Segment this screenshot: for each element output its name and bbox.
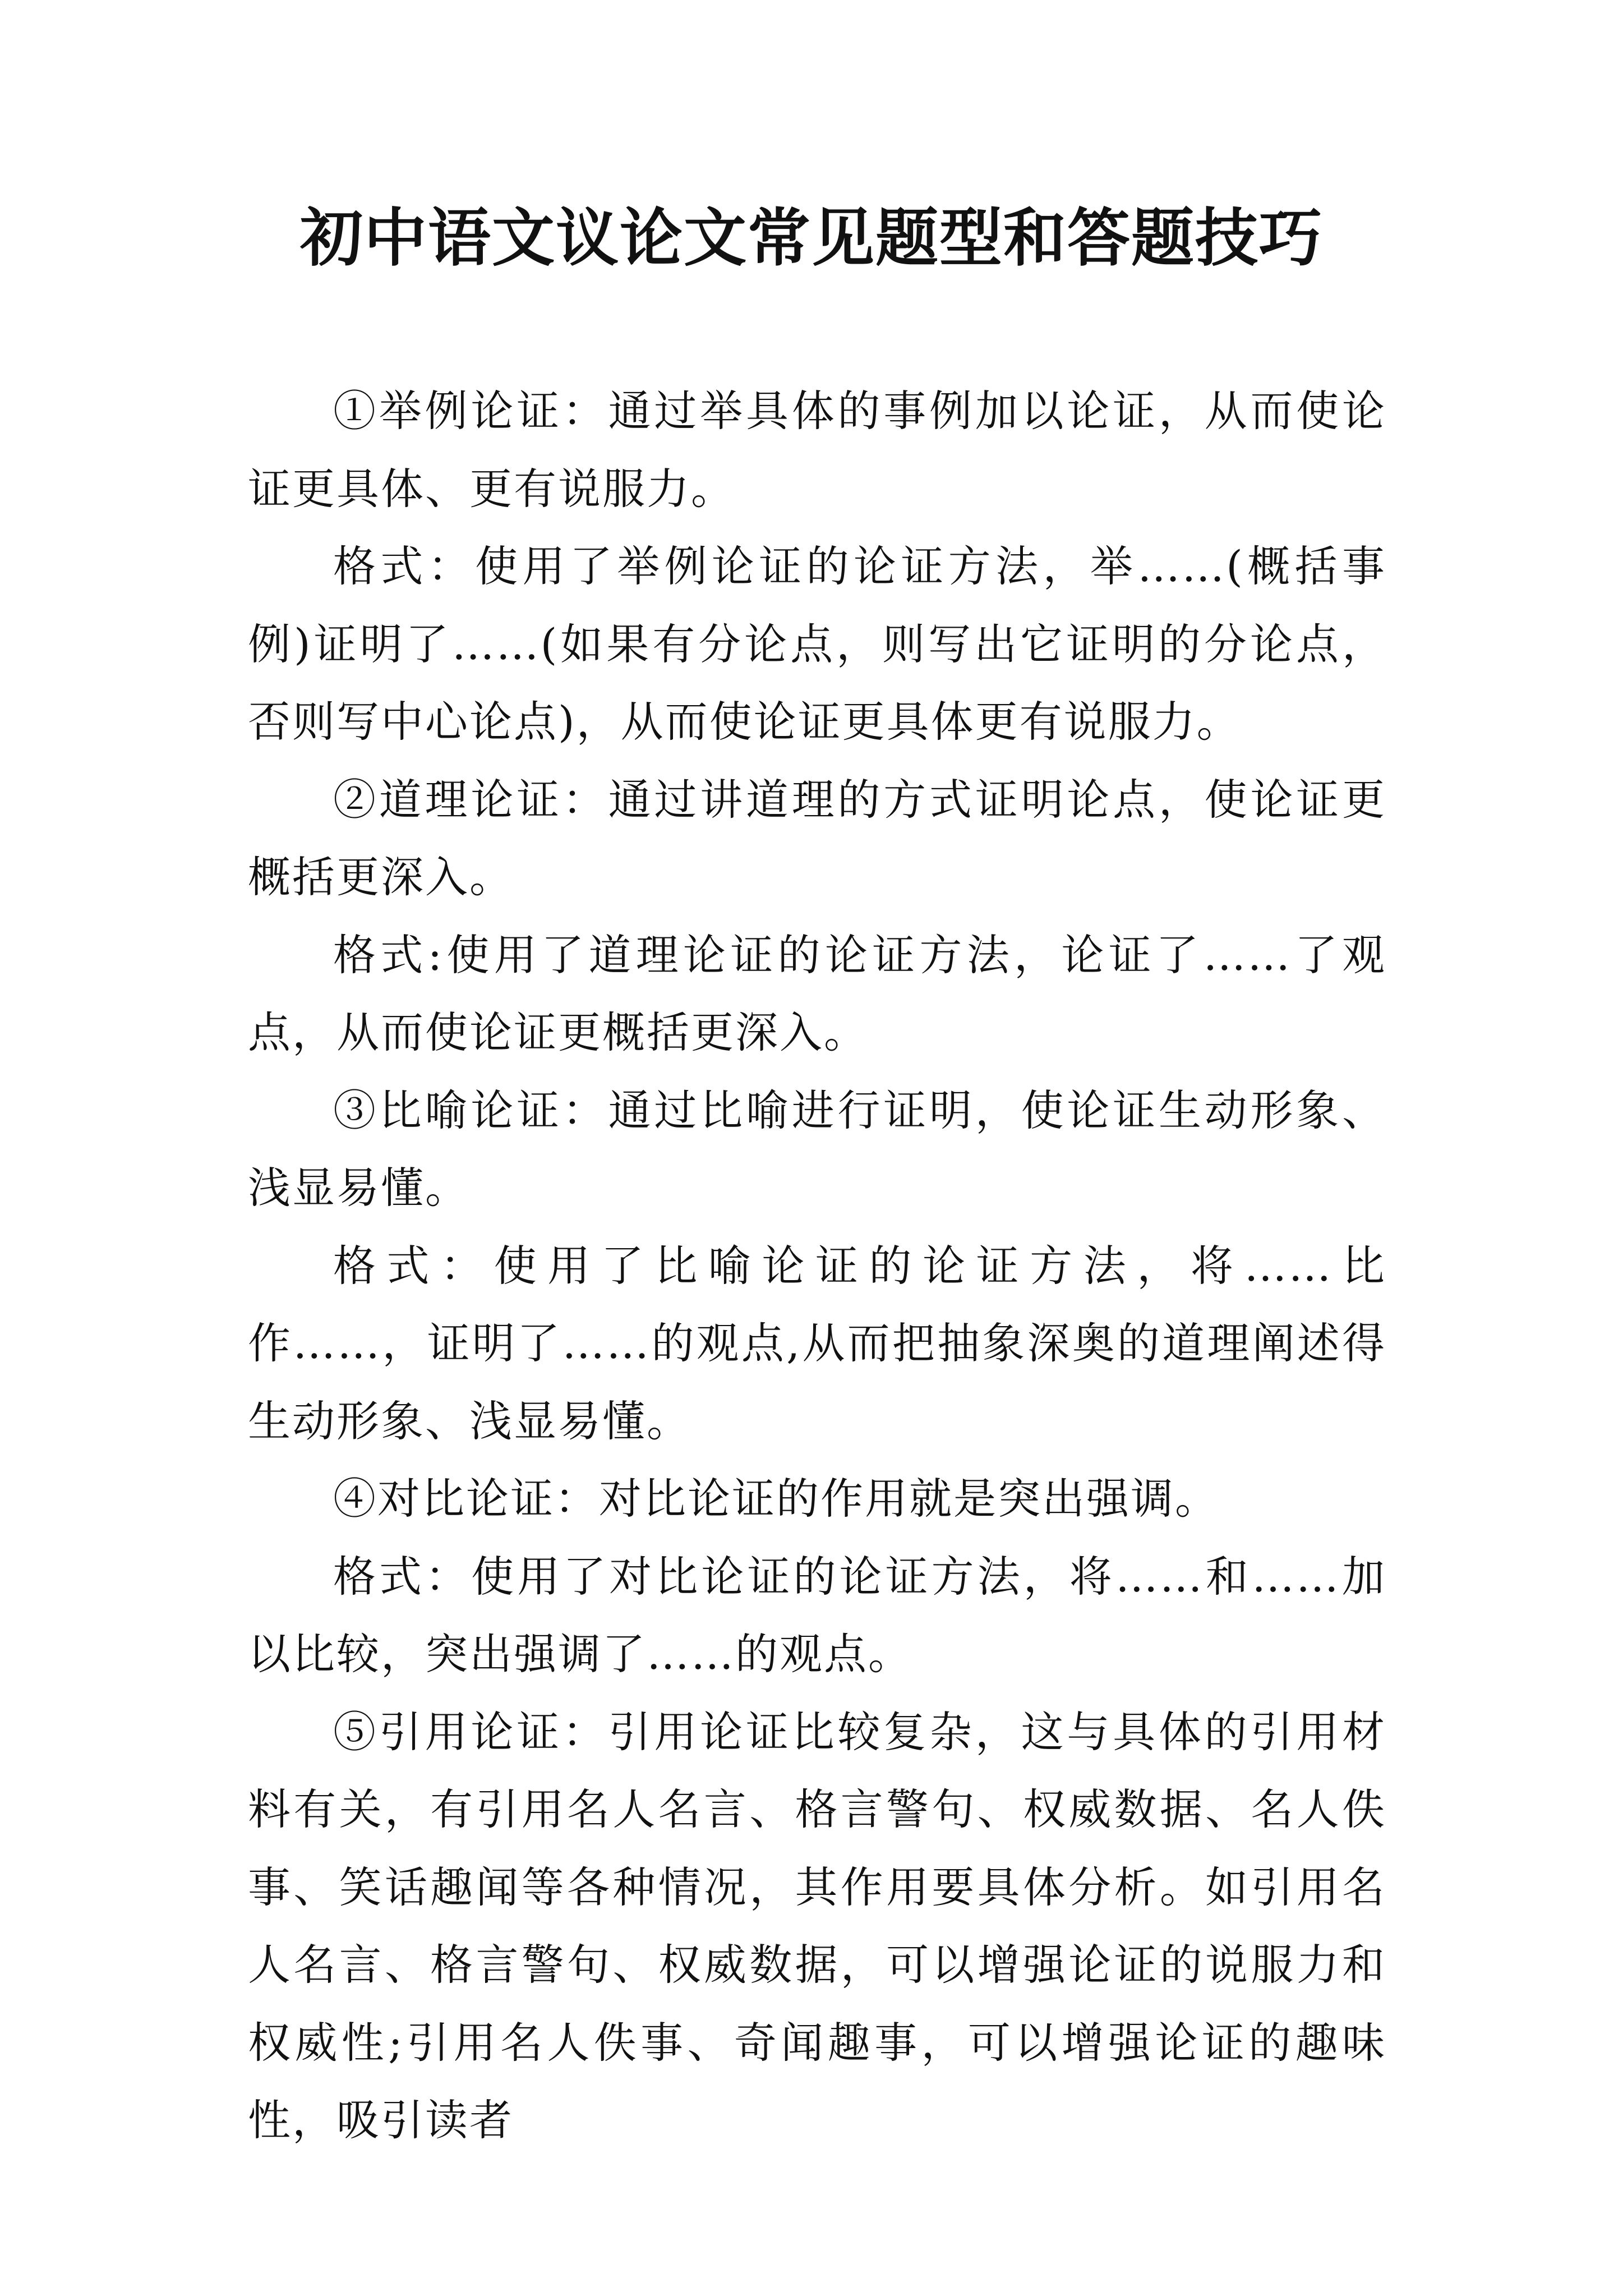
document-title: 初中语文议论文常见题型和答题技巧 (300, 201, 1323, 275)
paragraph-contrast-format: 格式：使用了对比论证的论证方法，将……和……加以比较，突出强调了……的观点。 (248, 1551, 1386, 1679)
paragraph-reasoning-argument: ②道理论证：通过讲道理的方式证明论点，使论证更概括更深入。 (248, 774, 1386, 902)
paragraph-contrast-argument: ④对比论证：对比论证的作用就是突出强调。 (333, 1474, 1219, 1524)
paragraph-example-argument: ①举例论证：通过举具体的事例加以论证，从而使论证更具体、更有说服力。 (248, 386, 1386, 514)
paragraph-citation-argument: ⑤引用论证：引用论证比较复杂，这与具体的引用材料有关，有引用名人名言、格言警句、权威数据、名人佚事、笑话趣闻等各种情况，其作用要具体分析。如引用名人名言、格言警句、权威数据，可以增强论证的说服力和权威性;引用名人佚事、奇闻趣事，可以增强论证的趣味性，吸引读者 (248, 1706, 1386, 2145)
paragraph-example-format: 格式：使用了举例论证的论证方法，举……(概括事例)证明了……(如果有分论点，则写出它证明的分论点，否则写中心论点)，从而使论证更具体更有说服力。 (248, 541, 1386, 747)
paragraph-reasoning-format: 格式:使用了道理论证的论证方法，论证了……了观点，从而使论证更概括更深入。 (248, 930, 1386, 1057)
paragraph-metaphor-format: 格式：使用了比喻论证的论证方法，将……比作……，证明了……的观点,从而把抽象深奥的道理阐述得生动形象、浅显易懂。 (248, 1240, 1386, 1446)
document-body (248, 372, 1386, 2160)
paragraph-metaphor-argument: ③比喻论证：通过比喻进行证明，使论证生动形象、浅显易懂。 (248, 1085, 1386, 1213)
